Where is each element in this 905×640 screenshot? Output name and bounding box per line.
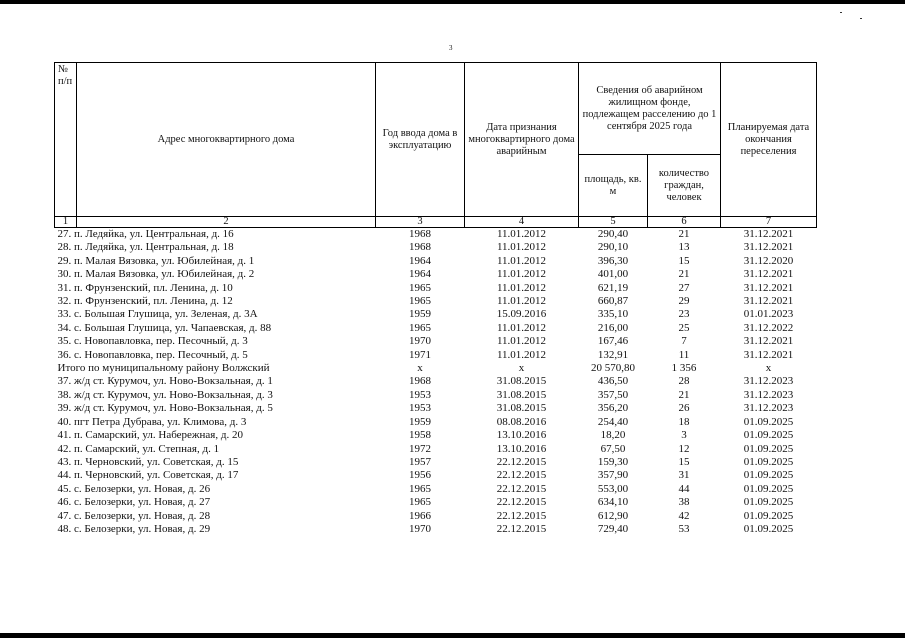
cell-address: 38. ж/д ст. Курумоч, ул. Ново-Вокзальная, д. 3 [57,388,273,401]
header-date-recognition: Дата признания многоквартирного дома аварийным [465,63,579,217]
cell-planned-date: 31.12.2021 [743,335,794,348]
cell-area: 290,10 [597,241,629,254]
cell-people: 26 [678,402,690,415]
cell-planned-date: 01.09.2025 [743,415,794,428]
cell-planned-date: 01.09.2025 [743,522,794,535]
cell-area: 254,40 [597,415,629,428]
cell-year: 1959 [409,308,431,321]
cell-year: 1970 [409,335,431,348]
cell-address: 44. п. Черновский, ул. Советская, д. 17 [57,469,239,482]
table-row [55,255,817,268]
cell-area: 621,19 [597,281,629,294]
table-row [55,416,817,429]
table-row [55,496,817,509]
cell-area: 357,50 [597,388,629,401]
table-row [55,443,817,456]
cell-address: 33. с. Большая Глушица, ул. Зеленая, д. 3А [57,308,258,321]
cell-planned-date: 01.09.2025 [743,429,794,442]
cell-recognition-date: 22.12.2015 [496,496,547,509]
cell-address: 35. с. Новопавловка, пер. Песочный, д. 3 [57,335,248,348]
cell-area: 20 570,80 [591,362,635,375]
column-number: 5 [579,217,648,228]
table-row [55,282,817,295]
table-row [55,456,817,469]
header-people: количество граждан, человек [648,155,721,217]
table-row [55,335,817,348]
cell-area: 18,20 [600,429,626,442]
cell-address: 27. п. Ледяйка, ул. Центральная, д. 16 [57,228,234,240]
cell-address: 41. п. Самарский, ул. Набережная, д. 20 [57,429,243,442]
cell-year: 1972 [409,442,431,455]
cell-recognition-date: 15.09.2016 [496,308,547,321]
cell-planned-date: 31.12.2023 [743,388,794,401]
cell-area: 290,40 [597,228,629,240]
scan-bottom-border [0,633,905,638]
cell-year: 1953 [409,388,431,401]
page-number: 3 [449,44,453,52]
table-row [55,389,817,402]
cell-address: 36. с. Новопавловка, пер. Песочный, д. 5 [57,348,248,361]
cell-area: 357,90 [597,469,629,482]
cell-planned-date: 01.09.2025 [743,509,794,522]
scan-top-border [0,0,905,4]
table-row [55,295,817,308]
cell-year: 1968 [409,375,431,388]
cell-recognition-date: 11.01.2012 [496,228,547,240]
cell-planned-date: 31.12.2022 [743,321,794,334]
cell-area: 167,46 [597,335,629,348]
cell-recognition-date: 31.08.2015 [496,375,547,388]
cell-area: 216,00 [597,321,629,334]
cell-year: 1956 [409,469,431,482]
cell-year: 1965 [409,281,431,294]
table-row [55,349,817,362]
cell-year: 1966 [409,509,431,522]
header-area: площадь, кв. м [579,155,648,217]
cell-area: 729,40 [597,522,629,535]
cell-year: 1965 [409,496,431,509]
cell-planned-date: х [765,362,772,375]
cell-recognition-date: 11.01.2012 [496,321,547,334]
cell-address: 47. с. Белозерки, ул. Новая, д. 28 [57,509,211,522]
cell-address: 30. п. Малая Вязовка, ул. Юбилейная, д. 2 [57,268,255,281]
cell-people: 21 [678,228,690,240]
table-row [55,483,817,496]
cell-planned-date: 31.12.2021 [743,268,794,281]
cell-recognition-date: 22.12.2015 [496,469,547,482]
cell-planned-date: 31.12.2021 [743,295,794,308]
cell-address: 28. п. Ледяйка, ул. Центральная, д. 18 [57,241,234,254]
cell-people: 38 [678,496,690,509]
cell-area: 553,00 [597,482,629,495]
cell-people: 11 [678,348,690,361]
cell-recognition-date: 11.01.2012 [496,348,547,361]
header-info-group: Сведения об аварийном жилищном фонде, подлежащем расселению до 1 сентября 2025 года [579,63,721,155]
cell-people: 31 [678,469,690,482]
column-number: 2 [77,217,376,228]
cell-planned-date: 01.01.2023 [743,308,794,321]
cell-planned-date: 01.09.2025 [743,496,794,509]
cell-planned-date: 01.09.2025 [743,455,794,468]
cell-planned-date: 31.12.2021 [743,348,794,361]
cell-address: 48. с. Белозерки, ул. Новая, д. 29 [57,522,211,535]
cell-people: 42 [678,509,690,522]
cell-year: 1959 [409,415,431,428]
cell-address: 34. с. Большая Глушица, ул. Чапаевская, д. 88 [57,321,272,334]
table-row [55,375,817,388]
cell-area: 396,30 [597,254,629,267]
table-row [55,322,817,335]
cell-recognition-date: х [518,362,525,375]
cell-recognition-date: 08.08.2016 [496,415,547,428]
cell-people: 1 356 [671,362,697,375]
scan-speck [840,12,842,13]
table-row [55,429,817,442]
cell-area: 660,87 [597,295,629,308]
table-row [55,469,817,482]
cell-recognition-date: 22.12.2015 [496,482,547,495]
cell-people: 18 [678,415,690,428]
cell-people: 15 [678,455,690,468]
cell-people: 23 [678,308,690,321]
cell-area: 335,10 [597,308,629,321]
cell-planned-date: 31.12.2020 [743,254,794,267]
cell-people: 13 [678,241,690,254]
cell-recognition-date: 31.08.2015 [496,402,547,415]
cell-recognition-date: 13.10.2016 [496,429,547,442]
cell-address: 31. п. Фрунзенский, пл. Ленина, д. 10 [57,281,233,294]
cell-recognition-date: 11.01.2012 [496,335,547,348]
cell-recognition-date: 11.01.2012 [496,295,547,308]
cell-area: 436,50 [597,375,629,388]
cell-address: 45. с. Белозерки, ул. Новая, д. 26 [57,482,211,495]
cell-recognition-date: 13.10.2016 [496,442,547,455]
cell-year: 1965 [409,295,431,308]
cell-recognition-date: 11.01.2012 [496,268,547,281]
cell-year: 1958 [409,429,431,442]
header-address: Адрес многоквартирного дома [77,63,376,217]
column-number: 7 [721,217,817,228]
table-row [55,228,817,242]
cell-people: 44 [678,482,690,495]
table-row [55,510,817,523]
table-row [55,402,817,415]
cell-recognition-date: 11.01.2012 [496,241,547,254]
header-num: № п/п [55,63,77,217]
cell-people: 27 [678,281,690,294]
cell-address: 29. п. Малая Вязовка, ул. Юбилейная, д. 1 [57,254,255,267]
cell-people: 21 [678,268,690,281]
cell-area: 67,50 [600,442,626,455]
cell-planned-date: 01.09.2025 [743,469,794,482]
cell-planned-date: 31.12.2021 [743,281,794,294]
cell-area: 401,00 [597,268,629,281]
cell-people: 15 [678,254,690,267]
housing-table [54,62,817,536]
cell-address: 39. ж/д ст. Курумоч, ул. Ново-Вокзальная, д. 5 [57,402,273,415]
cell-address: 37. ж/д ст. Курумоч, ул. Ново-Вокзальная, д. 1 [57,375,273,388]
cell-year: 1953 [409,402,431,415]
cell-people: 29 [678,295,690,308]
table-row [55,308,817,321]
column-number-row [55,217,817,228]
cell-recognition-date: 22.12.2015 [496,509,547,522]
scan-speck [860,18,862,19]
cell-address: 42. п. Самарский, ул. Степная, д. 1 [57,442,220,455]
cell-planned-date: 31.12.2021 [743,241,794,254]
cell-people: 53 [678,522,690,535]
cell-year: х [417,362,423,375]
column-number: 6 [648,217,721,228]
cell-area: 612,90 [597,509,629,522]
cell-people: 7 [681,335,687,348]
cell-year: 1965 [409,482,431,495]
header-planned-date: Планируемая дата окончания переселения [721,63,817,217]
cell-people: 12 [678,442,690,455]
cell-area: 159,30 [597,455,629,468]
cell-area: 634,10 [597,496,629,509]
cell-year: 1970 [409,522,431,535]
cell-year: 1968 [409,241,431,254]
cell-address: 40. пгт Петра Дубрава, ул. Климова, д. 3 [57,415,247,428]
cell-planned-date: 31.12.2023 [743,402,794,415]
column-number: 1 [55,217,77,228]
table-row [55,241,817,254]
table-row [55,523,817,536]
cell-address: Итого по муниципальному району Волжский [57,362,270,375]
cell-recognition-date: 31.08.2015 [496,388,547,401]
cell-planned-date: 01.09.2025 [743,442,794,455]
cell-recognition-date: 11.01.2012 [496,281,547,294]
cell-year: 1957 [409,455,431,468]
table-row [55,362,817,375]
cell-people: 21 [678,388,690,401]
cell-planned-date: 31.12.2021 [743,228,794,240]
cell-address: 46. с. Белозерки, ул. Новая, д. 27 [57,496,211,509]
cell-recognition-date: 11.01.2012 [496,254,547,267]
cell-people: 3 [681,429,687,442]
cell-address: 43. п. Черновский, ул. Советская, д. 15 [57,455,239,468]
cell-recognition-date: 22.12.2015 [496,522,547,535]
cell-address: 32. п. Фрунзенский, пл. Ленина, д. 12 [57,295,233,308]
cell-year: 1964 [409,254,431,267]
table-row [55,268,817,281]
cell-year: 1964 [409,268,431,281]
column-number: 4 [465,217,579,228]
header-year: Год ввода дома в эксплуатацию [376,63,465,217]
cell-people: 28 [678,375,690,388]
cell-year: 1971 [409,348,431,361]
cell-year: 1965 [409,321,431,334]
cell-area: 356,20 [597,402,629,415]
cell-planned-date: 01.09.2025 [743,482,794,495]
cell-planned-date: 31.12.2023 [743,375,794,388]
cell-year: 1968 [409,228,431,240]
cell-area: 132,91 [597,348,629,361]
cell-recognition-date: 22.12.2015 [496,455,547,468]
cell-people: 25 [678,321,690,334]
column-number: 3 [376,217,465,228]
